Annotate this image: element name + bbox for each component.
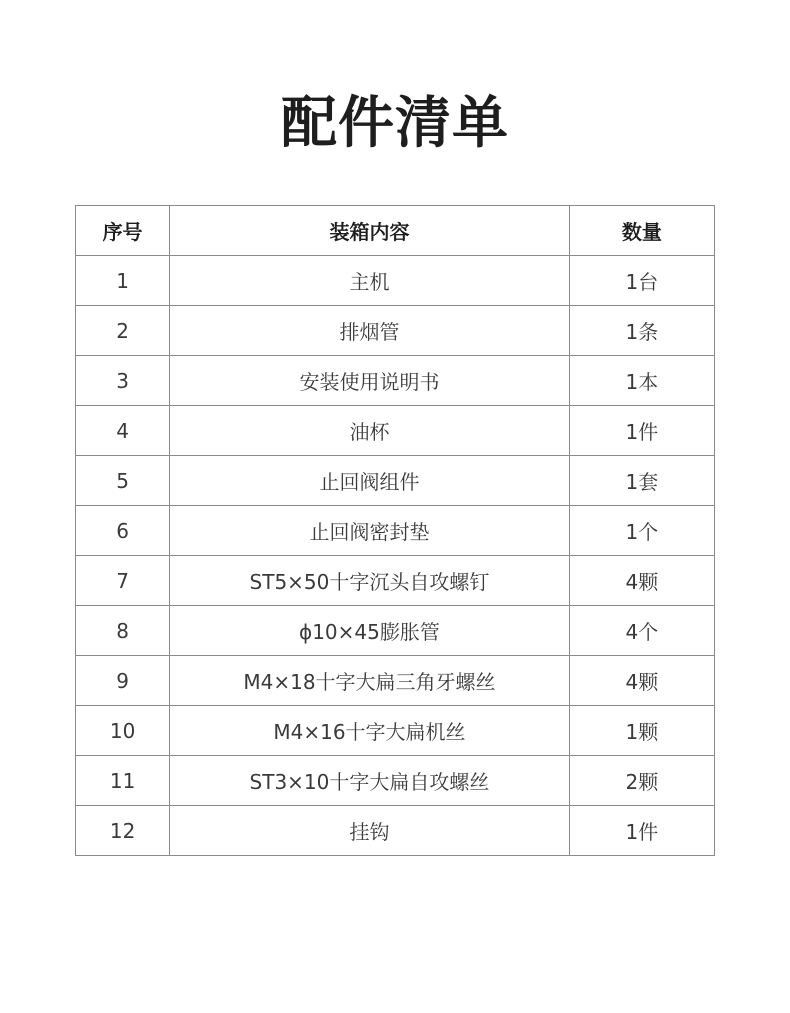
table-row [76,306,715,356]
header-content: 装箱内容 [170,206,570,256]
table-row [76,806,715,856]
cell-index: 3 [76,356,170,406]
table-body [76,256,715,856]
table-row [76,456,715,506]
cell-content: ST3×10十字大扁自攻螺丝 [170,756,570,806]
cell-quantity: 1颗 [569,706,714,756]
cell-quantity: 4颗 [569,656,714,706]
cell-content: ϕ10×45膨胀管 [170,606,570,656]
cell-index: 8 [76,606,170,656]
cell-content: 止回阀组件 [170,456,570,506]
cell-quantity: 1套 [569,456,714,506]
header-row [76,206,715,256]
cell-quantity: 4颗 [569,556,714,606]
table-row [76,606,715,656]
cell-content: 挂钩 [170,806,570,856]
cell-quantity: 1台 [569,256,714,306]
header-quantity: 数量 [569,206,714,256]
table-row [76,756,715,806]
cell-content: 油杯 [170,406,570,456]
cell-content: ST5×50十字沉头自攻螺钉 [170,556,570,606]
header-index: 序号 [76,206,170,256]
table-row [76,406,715,456]
cell-content: 止回阀密封垫 [170,506,570,556]
table-row [76,506,715,556]
cell-index: 6 [76,506,170,556]
page-title: 配件清单 [281,91,509,156]
cell-index: 12 [76,806,170,856]
cell-index: 1 [76,256,170,306]
cell-quantity: 1本 [569,356,714,406]
table-row [76,656,715,706]
cell-quantity: 1件 [569,806,714,856]
cell-content: M4×18十字大扁三角牙螺丝 [170,656,570,706]
cell-content: 安装使用说明书 [170,356,570,406]
cell-index: 9 [76,656,170,706]
table-row [76,256,715,306]
cell-index: 10 [76,706,170,756]
parts-list-table [75,205,715,856]
cell-index: 5 [76,456,170,506]
cell-content: M4×16十字大扁机丝 [170,706,570,756]
cell-quantity: 2颗 [569,756,714,806]
table-row [76,356,715,406]
cell-content: 排烟管 [170,306,570,356]
cell-quantity: 4个 [569,606,714,656]
cell-index: 2 [76,306,170,356]
cell-quantity: 1件 [569,406,714,456]
cell-quantity: 1个 [569,506,714,556]
table-header [76,206,715,256]
cell-index: 11 [76,756,170,806]
table-row [76,706,715,756]
cell-index: 7 [76,556,170,606]
cell-content: 主机 [170,256,570,306]
cell-index: 4 [76,406,170,456]
table-row [76,556,715,606]
cell-quantity: 1条 [569,306,714,356]
